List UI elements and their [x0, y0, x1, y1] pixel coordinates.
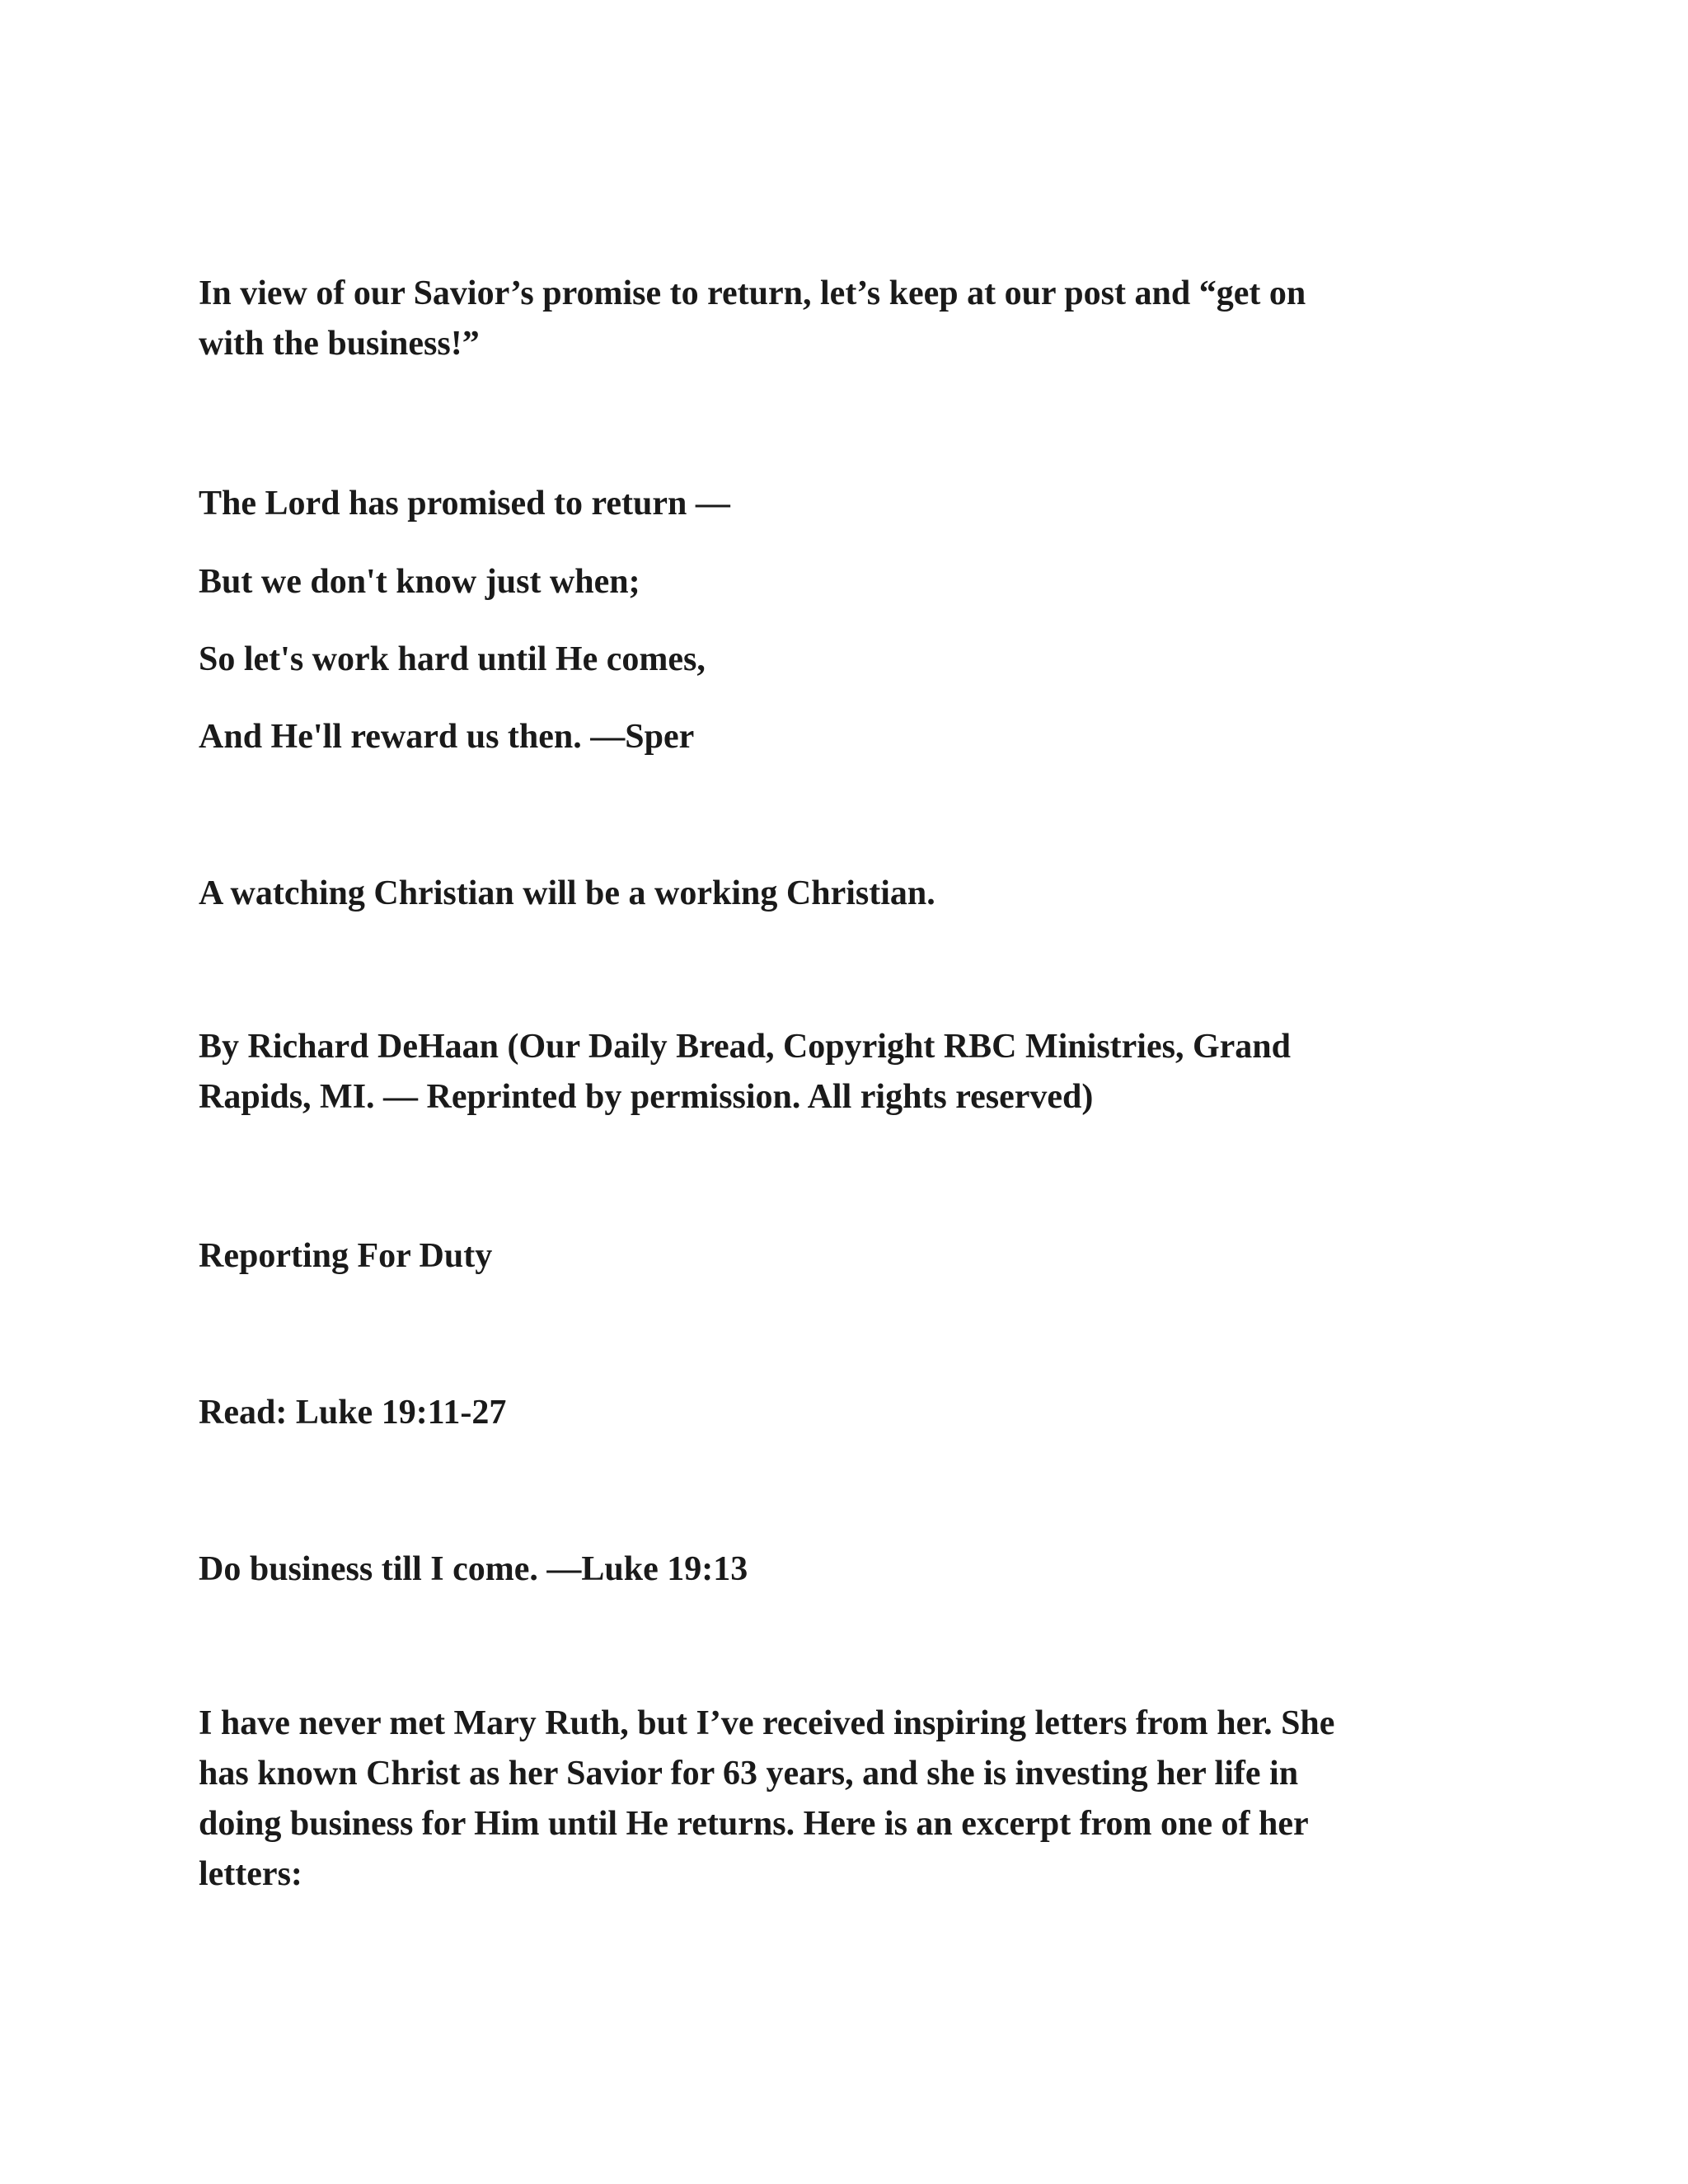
- key-verse: Do business till I come. —Luke 19:13: [199, 1550, 748, 1588]
- body-paragraph-line: I have never met Mary Ruth, but I’ve received inspiring letters from her. She: [199, 1704, 1335, 1742]
- credit-line: By Richard DeHaan (Our Daily Bread, Copyright RBC Ministries, Grand: [199, 1028, 1291, 1066]
- intro-paragraph-line: In view of our Savior’s promise to return, let’s keep at our post and “get on: [199, 274, 1306, 312]
- body-paragraph-line: has known Christ as her Savior for 63 years, and she is investing her life in: [199, 1755, 1299, 1793]
- body-paragraph-line: letters:: [199, 1855, 302, 1893]
- reading-reference: Read: Luke 19:11-27: [199, 1394, 507, 1432]
- devotional-title: Reporting For Duty: [199, 1237, 493, 1275]
- body-paragraph: [199, 1699, 1484, 1900]
- thought-line: A watching Christian will be a working Christian.: [199, 874, 935, 912]
- poem-line: And He'll reward us then. —Sper: [199, 718, 695, 756]
- credit-line: Rapids, MI. — Reprinted by permission. All rights reserved): [199, 1078, 1094, 1116]
- poem-line: But we don't know just when;: [199, 563, 640, 601]
- credit-paragraph: [199, 1022, 1484, 1122]
- poem-line: The Lord has promised to return —: [199, 485, 730, 523]
- intro-paragraph: [199, 269, 1484, 369]
- poem-line: So let's work hard until He comes,: [199, 640, 706, 678]
- body-paragraph-line: doing business for Him until He returns. Here is an excerpt from one of her: [199, 1805, 1309, 1843]
- intro-paragraph-line: with the business!”: [199, 325, 480, 363]
